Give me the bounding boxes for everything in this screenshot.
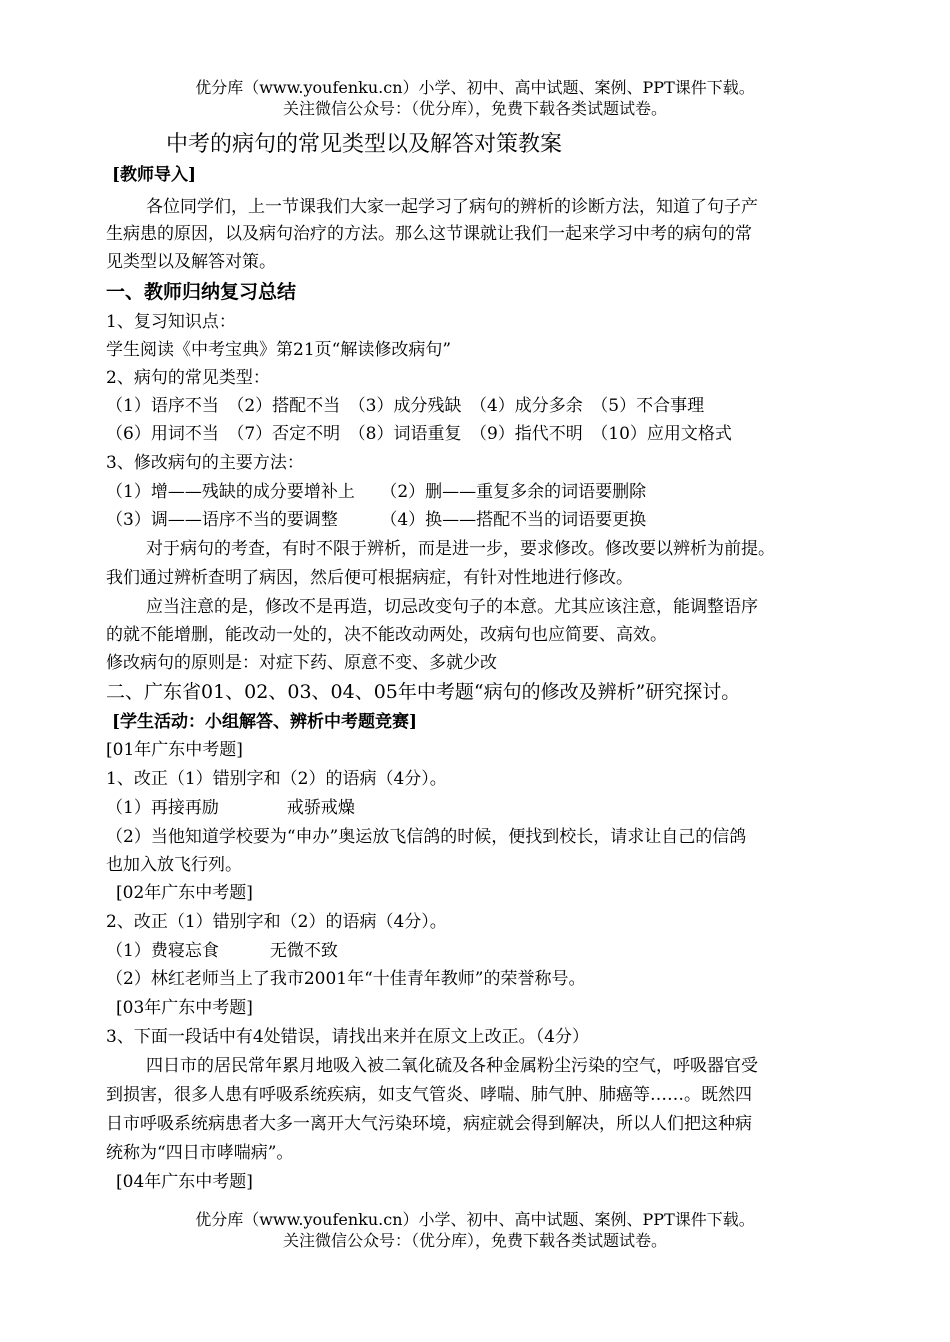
section-label-teacher-intro: [教师导入] [112, 165, 197, 185]
document-title: 中考的病句的常见类型以及解答对策教案 [166, 132, 563, 157]
question-line: （1）费寝忘食 无微不致 [106, 941, 338, 961]
passage-line: 统称为“四日市哮喘病”。 [106, 1143, 294, 1163]
list-heading: 2、病句的常见类型： [106, 368, 270, 388]
section-heading-2: 二、广东省01、02、03、04、05年中考题“病句的修改及辨析”研究探讨。 [106, 681, 741, 703]
question-line: （2）林红老师当上了我市2001年“十佳青年教师”的荣誉称号。 [106, 969, 586, 989]
question-line: 2、改正（1）错别字和（2）的语病（4分）。 [106, 912, 447, 932]
list-item: （6）用词不当 （7）否定不明 （8）词语重复 （9）指代不明 （10）应用文格式 [106, 424, 732, 444]
paragraph-line: 各位同学们，上一节课我们大家一起学习了病句的辨析的诊断方法，知道了句子产 [146, 197, 758, 217]
paragraph-line: 对于病句的考查，有时不限于辨析，而是进一步，要求修改。修改要以辨析为前提。 [146, 539, 775, 559]
question-line: 1、改正（1）错别字和（2）的语病（4分）。 [106, 769, 447, 789]
exam-year-label: [03年广东中考题] [116, 998, 253, 1018]
question-line: （2）当他知道学校要为“申办”奥运放飞信鸽的时候，便找到校长，请求让自己的信鸽 [106, 827, 747, 847]
passage-line: 到损害，很多人患有呼吸系统疾病，如支气管炎、哮喘、肺气肿、肺癌等……。既然四 [106, 1085, 752, 1105]
paragraph-line: 修改病句的原则是：对症下药、原意不变、多就少改 [106, 653, 497, 673]
passage-line: 四日市的居民常年累月地吸入被二氧化硫及各种金属粉尘污染的空气，呼吸器官受 [146, 1056, 758, 1076]
list-item: （3）调——语序不当的要调整 （4）换——搭配不当的词语要更换 [106, 510, 647, 530]
header-line-2: 关注微信公众号：（优分库），免费下载各类试题试卷。 [282, 99, 667, 118]
footer-line-2: 关注微信公众号：（优分库），免费下载各类试题试卷。 [282, 1231, 667, 1250]
question-line: 3、下面一段话中有4处错误，请找出来并在原文上改正。（4分） [106, 1027, 589, 1047]
footer-line-1: 优分库（www.youfenku.cn）小学、初中、高中试题、案例、PPT课件下载。 [195, 1210, 755, 1229]
question-line: 也加入放飞行列。 [106, 855, 242, 875]
paragraph-line: 的就不能增删，能改动一处的，决不能改动两处，改病句也应简要、高效。 [106, 625, 667, 645]
list-item: （1）增——残缺的成分要增补上 （2）删——重复多余的词语要删除 [106, 482, 647, 502]
list-item: （1）语序不当 （2）搭配不当 （3）成分残缺 （4）成分多余 （5）不合事理 [106, 396, 705, 416]
passage-line: 日市呼吸系统病患者大多一离开大气污染环境，病症就会得到解决，所以人们把这种病 [106, 1114, 752, 1134]
paragraph-line: 见类型以及解答对策。 [106, 252, 276, 272]
paragraph-line: 应当注意的是，修改不是再造，切忌改变句子的本意。尤其应该注意，能调整语序 [146, 597, 758, 617]
paragraph-line: 我们通过辨析查明了病因，然后便可根据病症，有针对性地进行修改。 [106, 568, 633, 588]
list-heading: 1、复习知识点： [106, 312, 236, 332]
exam-year-label: [02年广东中考题] [116, 883, 253, 903]
exam-year-label: [01年广东中考题] [106, 740, 243, 760]
paragraph-line: 生病患的原因，以及病句治疗的方法。那么这节课就让我们一起来学习中考的病句的常 [106, 224, 752, 244]
exam-year-label: [04年广东中考题] [116, 1172, 253, 1192]
question-line: （1）再接再励 戒骄戒燥 [106, 798, 355, 818]
header-line-1: 优分库（www.youfenku.cn）小学、初中、高中试题、案例、PPT课件下载。 [195, 78, 755, 97]
section-heading-1: 一、教师归纳复习总结 [106, 281, 297, 303]
paragraph-line: 学生阅读《中考宝典》第21页“解读修改病句” [106, 340, 452, 360]
activity-label: [学生活动：小组解答、辨析中考题竞赛] [112, 712, 418, 732]
list-heading: 3、修改病句的主要方法： [106, 453, 304, 473]
